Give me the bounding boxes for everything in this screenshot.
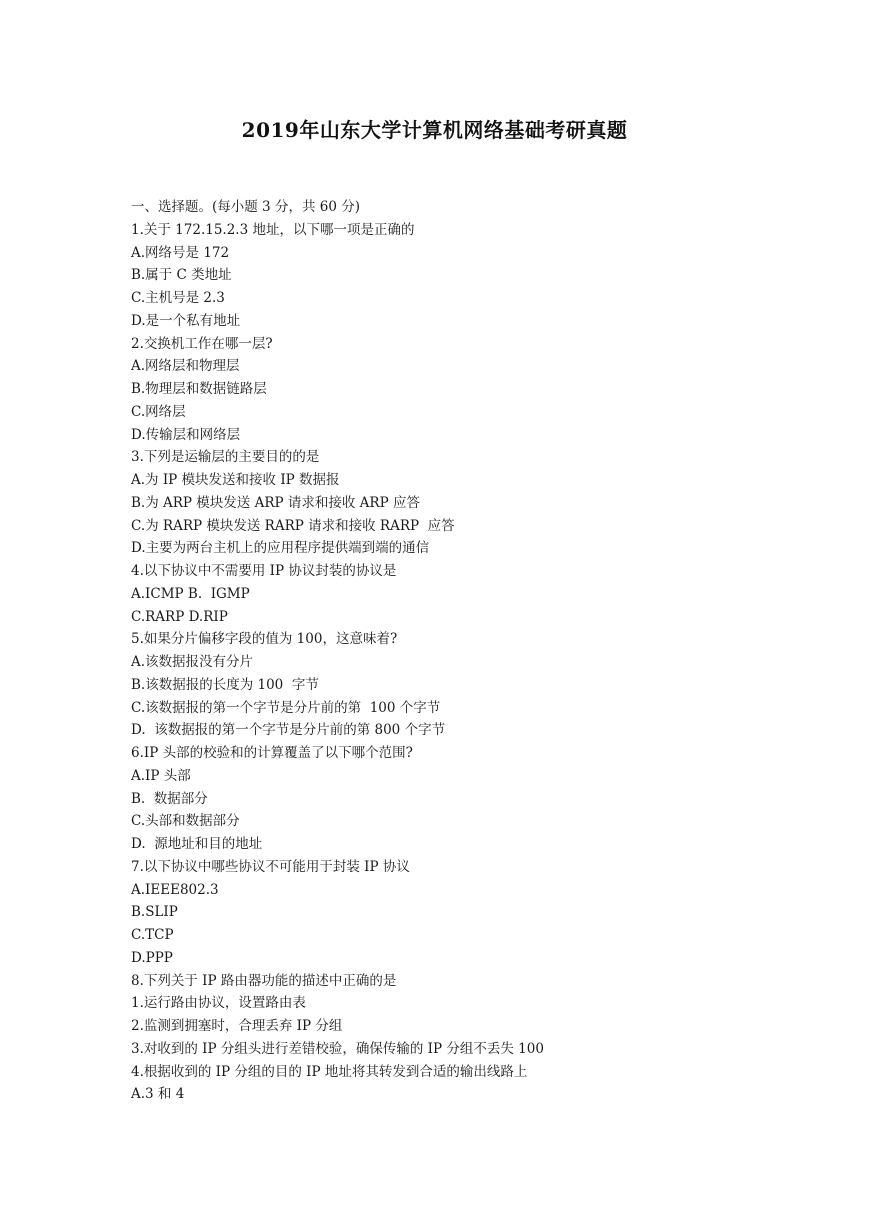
question-3-option-b: B.为 ARP 模块发送 ARP 请求和接收 ARP 应答 — [131, 494, 420, 511]
question-2-option-c: C.网络层 — [131, 403, 186, 420]
question-7-option-b: B.SLIP — [131, 904, 178, 921]
question-4: 4.以下协议中不需要用 IP 协议封装的协议是 — [131, 563, 397, 579]
question-1-option-d: D.是一个私有地址 — [131, 312, 241, 329]
question-2-option-d: D.传输层和网络层 — [131, 426, 241, 443]
question-3-option-a: A.为 IP 模块发送和接收 IP 数据报 — [131, 472, 340, 488]
question-8-statement-4: 4.根据收到的 IP 分组的目的 IP 地址将其转发到合适的输出线路上 — [131, 1063, 528, 1080]
question-3-option-d: D.主要为两台主机上的应用程序提供端到端的通信 — [131, 540, 430, 557]
question-1-option-b: B.属于 C 类地址 — [131, 267, 232, 284]
question-6-option-b: B. 数据部分 — [131, 790, 208, 807]
question-5-option-a: A.该数据报没有分片 — [131, 654, 254, 670]
question-list — [131, 196, 831, 1106]
question-1-option-a: A.网络号是 172 — [131, 244, 230, 261]
question-7-option-a: A.IEEE802.3 — [131, 881, 219, 898]
question-3-option-c: C.为 RARP 模块发送 RARP 请求和接收 RARP 应答 — [131, 517, 455, 534]
question-5-option-d: D. 该数据报的第一个字节是分片前的第 800 个字节 — [131, 722, 446, 739]
question-5-option-c: C.该数据报的第一个字节是分片前的第 100 个字节 — [131, 699, 441, 716]
question-8-option-a: A.3 和 4 — [131, 1086, 185, 1103]
question-8-statement-3: 3.对收到的 IP 分组头进行差错校验，确保传输的 IP 分组不丢失 100 — [131, 1040, 544, 1057]
question-5: 5.如果分片偏移字段的值为 100，这意味着? — [131, 631, 398, 648]
question-2: 2.交换机工作在哪一层? — [131, 335, 273, 352]
question-1: 1.关于 172.15.2.3 地址，以下哪一项是正确的 — [131, 221, 415, 238]
question-1-option-c: C.主机号是 2.3 — [131, 290, 225, 306]
question-3: 3.下列是运输层的主要目的的是 — [131, 449, 320, 466]
question-2-option-a: A.网络层和物理层 — [131, 358, 240, 375]
question-8-statement-2: 2.监测到拥塞时，合理丢弃 IP 分组 — [131, 1018, 343, 1034]
question-7-option-d: D.PPP — [131, 949, 173, 966]
question-7: 7.以下协议中哪些协议不可能用于封装 IP 协议 — [131, 858, 410, 875]
question-2-option-b: B.物理层和数据链路层 — [131, 381, 267, 397]
question-6-option-c: C.头部和数据部分 — [131, 813, 240, 830]
question-4-options-ab: A.ICMP B. IGMP — [131, 585, 250, 602]
question-6-option-a: A.IP 头部 — [131, 767, 191, 784]
question-5-option-b: B.该数据报的长度为 100 字节 — [131, 676, 319, 693]
page-title: 2019年山东大学计算机网络基础考研真题 — [241, 118, 628, 142]
question-4-options-cd: C.RARP D.RIP — [131, 608, 228, 625]
question-6: 6.IP 头部的校验和的计算覆盖了以下哪个范围? — [131, 745, 413, 761]
question-8-statement-1: 1.运行路由协议，设置路由表 — [131, 995, 306, 1012]
question-7-option-c: C.TCP — [131, 927, 174, 943]
question-8: 8.下列关于 IP 路由器功能的描述中正确的是 — [131, 972, 397, 989]
section-heading: 一、选择题。(每小题 3 分，共 60 分) — [131, 199, 360, 215]
question-6-option-d: D. 源地址和目的地址 — [131, 836, 263, 852]
